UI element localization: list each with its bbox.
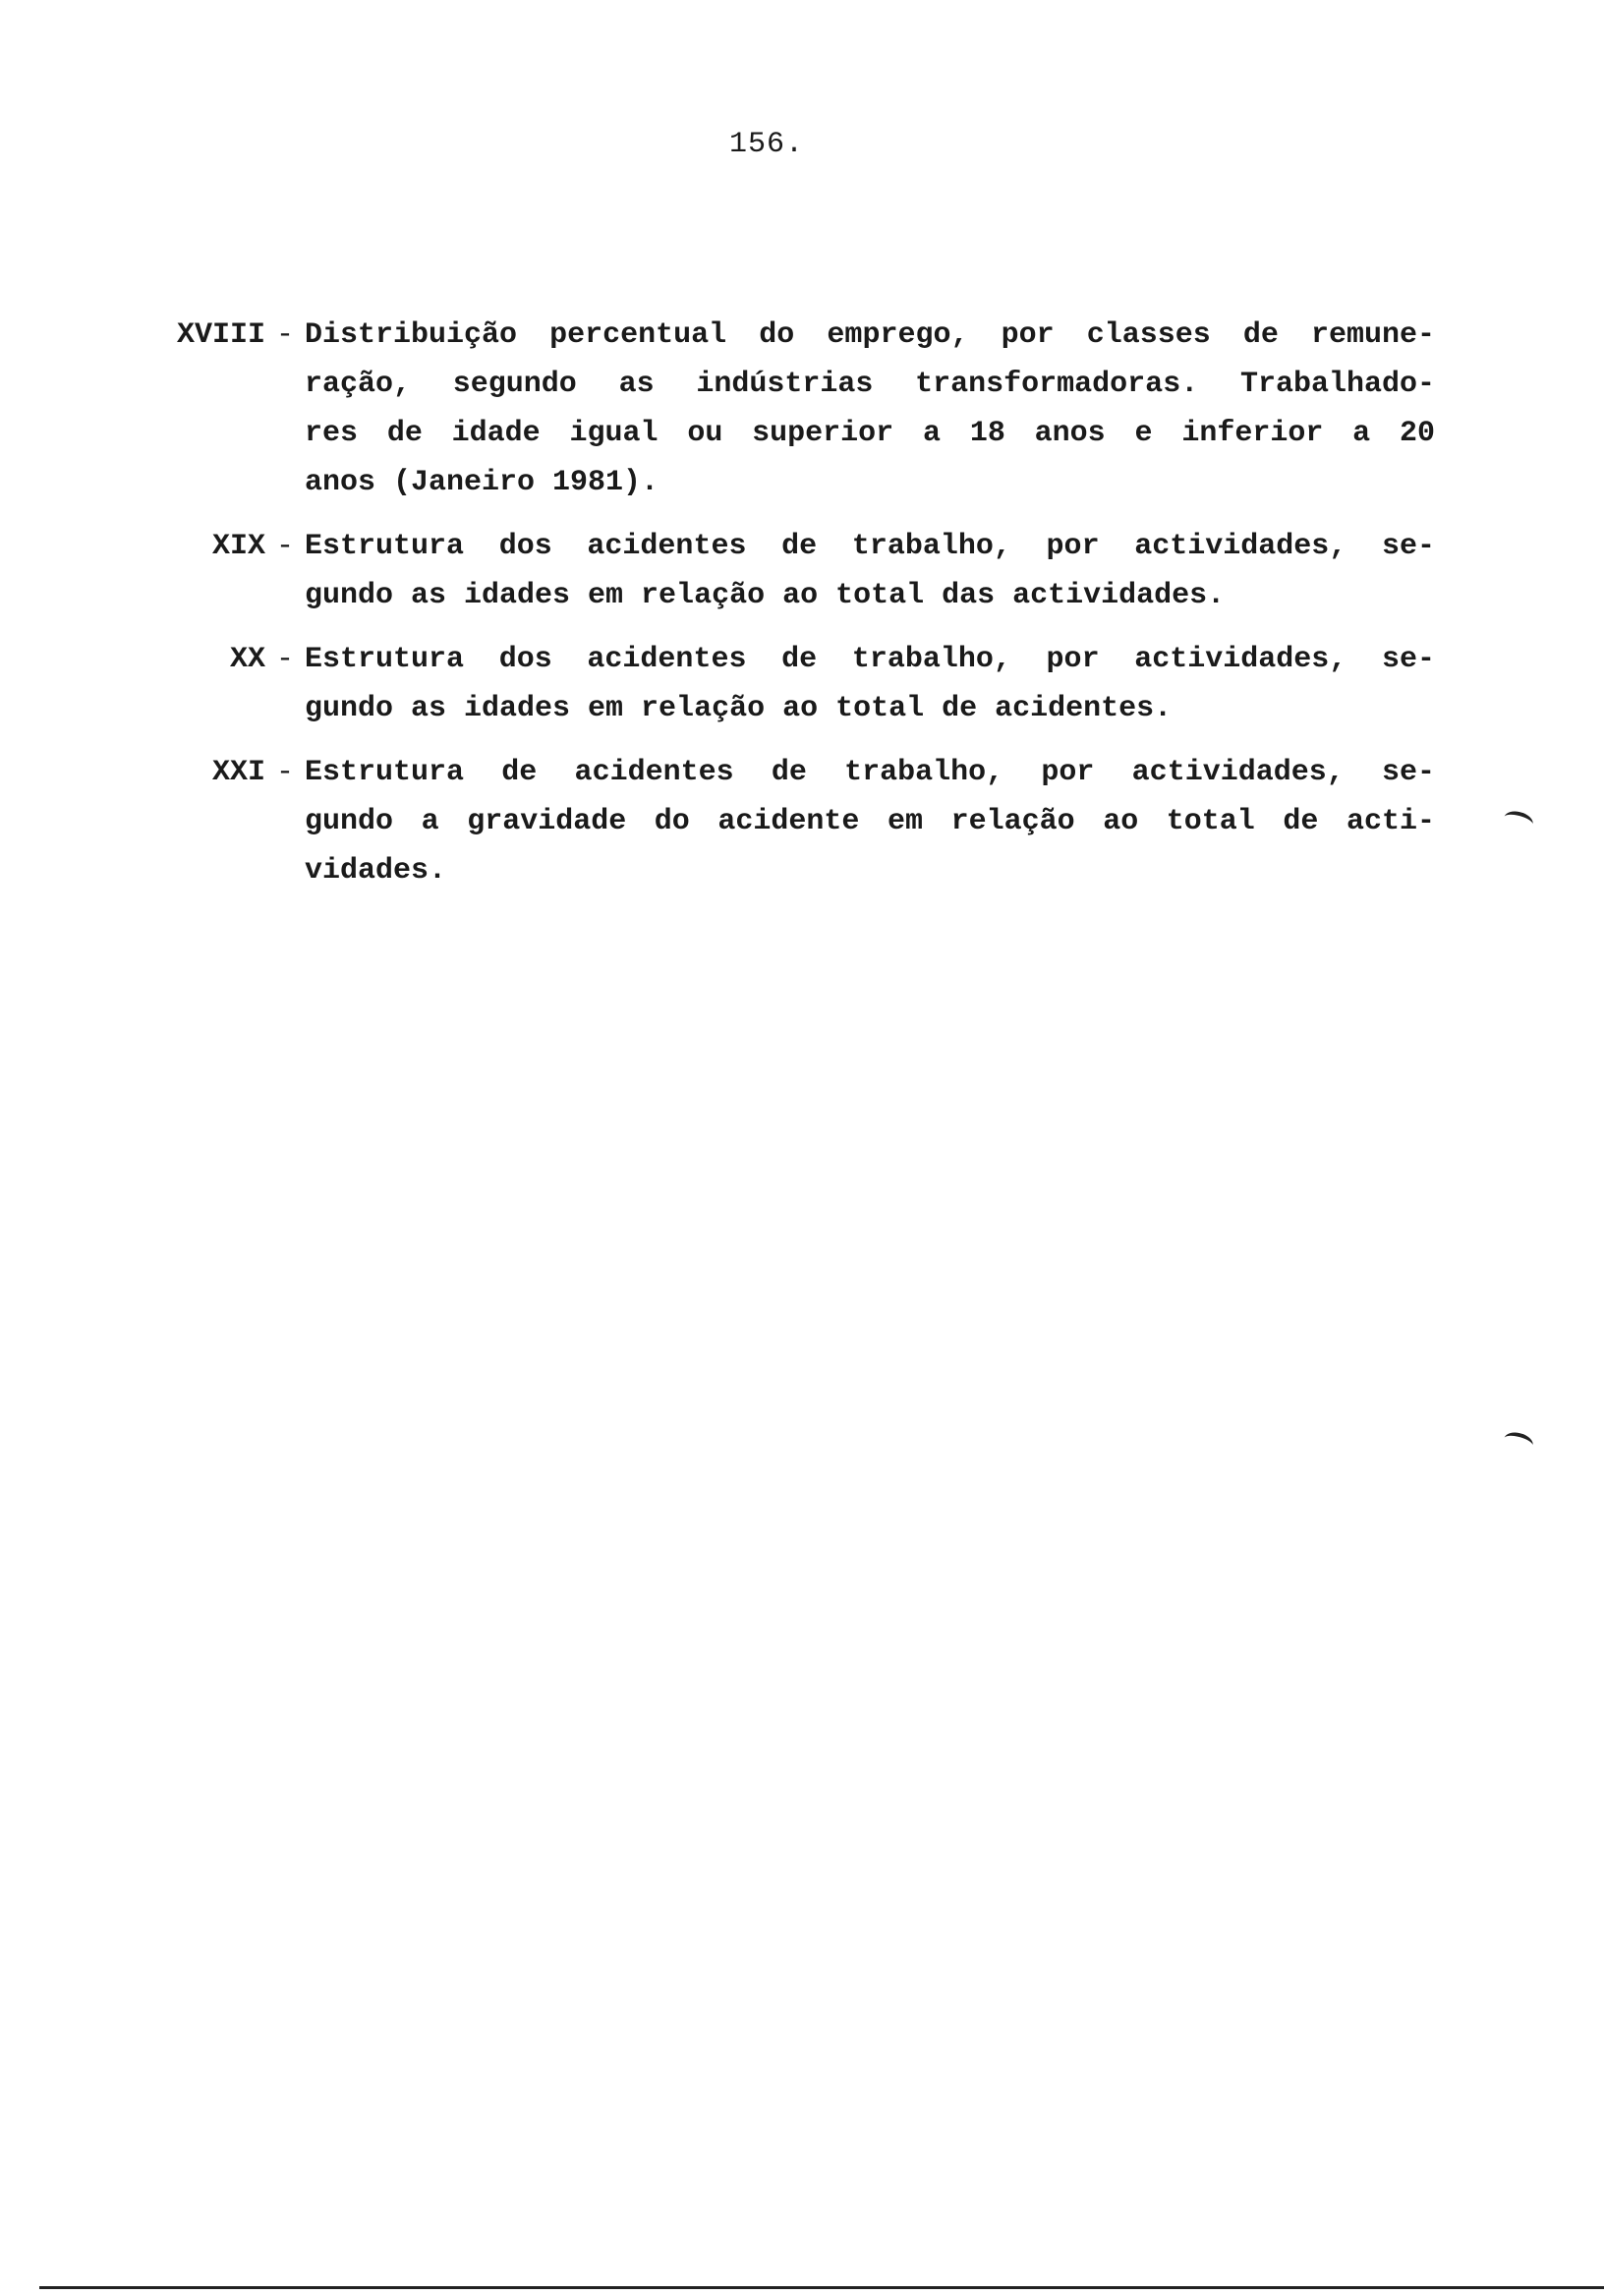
entry-label: XVIII (176, 318, 265, 352)
entry-line: gundo as idades em relação ao total de acidentes. (305, 692, 1173, 725)
entry-description (305, 311, 1435, 507)
page-number: 156. (728, 128, 804, 161)
entry-line: Distribuição percentual do emprego, por classes de remune- (305, 318, 1435, 352)
margin-mark-icon (1502, 808, 1535, 832)
table-list (157, 311, 1435, 910)
entry-line: res de idade igual ou superior a 18 anos e inferior a 20 (305, 417, 1435, 450)
entry-dash: - (275, 756, 294, 789)
entry-line: gundo a gravidade do acidente em relação ao total de acti- (305, 805, 1435, 838)
list-item-xxi (157, 748, 1435, 895)
entry-description (305, 748, 1435, 895)
entry-dash: - (275, 318, 294, 352)
list-item-xviii (157, 311, 1435, 507)
entry-description (305, 635, 1435, 733)
entry-dash: - (275, 530, 294, 563)
entry-line: vidades. (305, 854, 447, 888)
list-item-xix (157, 522, 1435, 620)
entry-line: gundo as idades em relação ao total das actividades. (305, 579, 1226, 612)
entry-dash: - (275, 643, 294, 676)
entry-line: Estrutura dos acidentes de trabalho, por actividades, se- (305, 643, 1435, 676)
entry-description (305, 522, 1435, 620)
entry-line: Estrutura dos acidentes de trabalho, por actividades, se- (305, 530, 1435, 563)
list-item-xx (157, 635, 1435, 733)
entry-label: XXI (211, 756, 265, 789)
entry-line: anos (Janeiro 1981). (305, 466, 659, 499)
margin-mark-icon (1502, 1429, 1535, 1454)
entry-line: Estrutura de acidentes de trabalho, por actividades, se- (305, 756, 1435, 789)
entry-label: XIX (211, 530, 265, 563)
footer-rule (39, 2286, 1604, 2289)
entry-label: XX (229, 643, 265, 676)
entry-line: ração, segundo as indústrias transformadoras. Trabalhado- (305, 368, 1435, 401)
